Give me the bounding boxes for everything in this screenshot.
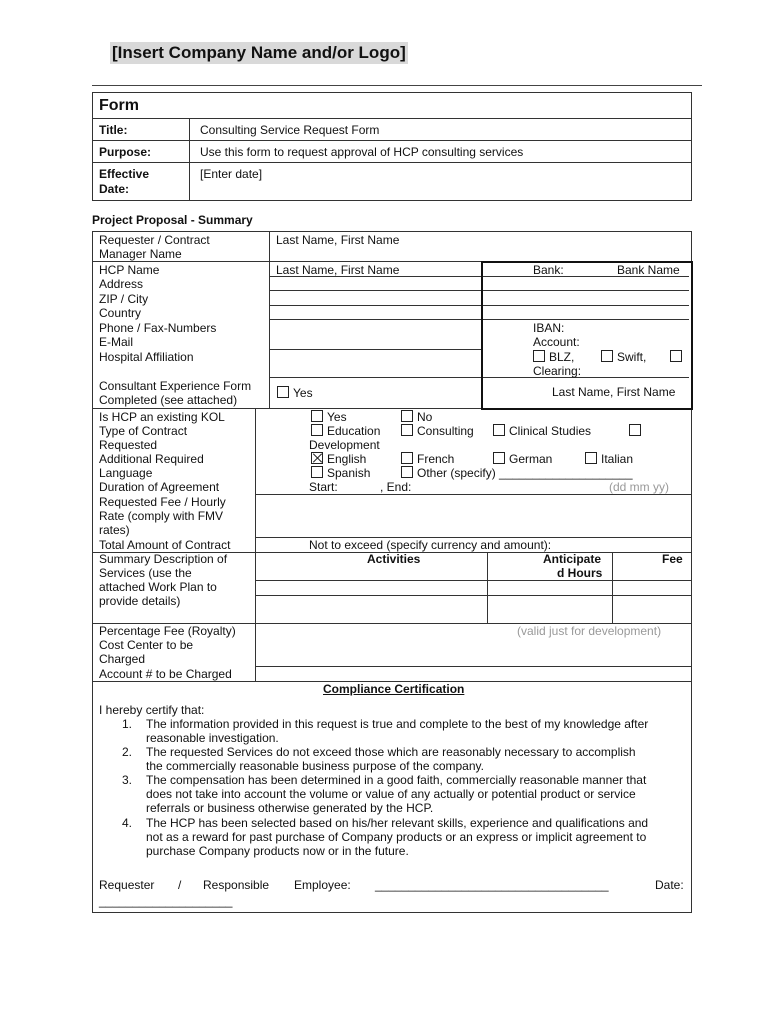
form-heading: Form: [99, 97, 139, 114]
compliance-item-line: The requested Services do not exceed those which are reasonably necessary to accomplish: [146, 745, 636, 759]
col-activities: Activities: [367, 552, 421, 566]
lang-french-checkbox[interactable]: [401, 452, 413, 464]
compliance-item-line: The compensation has been determined in a good faith, commercially reasonable manner that: [146, 773, 647, 787]
fee-label-2: Rate (comply with FMV: [99, 509, 224, 523]
lang-french-option[interactable]: French: [401, 452, 454, 467]
compliance-item-line: The HCP has been selected based on his/her relevant skills, experience and qualifications and: [146, 816, 649, 830]
total-label: Total Amount of Contract: [99, 538, 231, 552]
swift-option[interactable]: Swift,: [601, 350, 646, 365]
blz-option[interactable]: BLZ,: [533, 350, 574, 365]
sig-employee: Employee:: [294, 878, 351, 892]
experience-label-2: Completed (see attached): [99, 393, 238, 407]
effective-date-field[interactable]: [Enter date]: [200, 167, 263, 181]
duration-end[interactable]: , End:: [380, 480, 412, 494]
royalty-label: Percentage Fee (Royalty): [99, 624, 236, 638]
compliance-item-number: 2.: [122, 745, 133, 759]
compliance-title: Compliance Certification: [323, 682, 465, 696]
hospital-label: Hospital Affiliation: [99, 350, 194, 364]
effective-label-1: Effective: [99, 167, 150, 181]
compliance-item-line: does not take into account the volume or value of any actually or potential product or service: [146, 787, 636, 801]
language-label-2: Language: [99, 466, 153, 480]
lang-german-checkbox[interactable]: [493, 452, 505, 464]
col-hours-1: Anticipate: [543, 552, 602, 566]
compliance-item-line: the commercially reasonable business purpose of the company.: [146, 759, 484, 773]
form-header-table: [92, 92, 692, 201]
experience-label-1: Consultant Experience Form: [99, 379, 252, 393]
compliance-item-line: not as a reward for past purchase of Company products or an express or implicit agreement to: [146, 830, 647, 844]
duration-start[interactable]: Start:: [309, 480, 338, 494]
type-education-option[interactable]: Education: [311, 424, 380, 439]
type-education-label-2: Development: [309, 438, 380, 452]
country-label: Country: [99, 306, 142, 320]
swift-checkbox[interactable]: [601, 350, 613, 362]
iban-label: IBAN:: [533, 321, 565, 335]
fee-label-3: rates): [99, 523, 130, 537]
summary-label-2: Services (use the: [99, 566, 192, 580]
kol-no-checkbox[interactable]: [401, 410, 413, 422]
phone-label: Phone / Fax-Numbers: [99, 321, 217, 335]
lang-other-option[interactable]: Other (specify) ____________________: [401, 466, 633, 481]
company-placeholder: [Insert Company Name and/or Logo]: [112, 43, 406, 62]
lang-english-checkbox[interactable]: [311, 452, 323, 464]
sig-slash: /: [178, 878, 182, 892]
kol-yes-option[interactable]: Yes: [311, 410, 347, 425]
lang-italian-option[interactable]: Italian: [585, 452, 633, 467]
compliance-item-number: 3.: [122, 773, 133, 787]
lang-german-option[interactable]: German: [493, 452, 552, 467]
lang-spanish-option[interactable]: Spanish: [311, 466, 370, 481]
cost-center-label-1: Cost Center to be: [99, 638, 194, 652]
duration-label: Duration of Agreement: [99, 480, 220, 494]
lang-italian-checkbox[interactable]: [585, 452, 597, 464]
royalty-hint: (valid just for development): [517, 624, 662, 638]
sig-responsible: Responsible: [203, 878, 270, 892]
requester-label-1: Requester / Contract: [99, 233, 210, 247]
effective-label-2: Date:: [99, 182, 130, 196]
summary-label-4: provide details): [99, 594, 181, 608]
fee-label-1: Requested Fee / Hourly: [99, 495, 226, 509]
account-holder-value[interactable]: Last Name, First Name: [552, 385, 676, 399]
lang-english-option[interactable]: English: [311, 452, 366, 467]
contract-type-label-1: Type of Contract: [99, 424, 188, 438]
compliance-item-number: 4.: [122, 816, 133, 830]
total-value[interactable]: Not to exceed (specify currency and amount):: [309, 538, 552, 552]
bank-label: Bank:: [533, 263, 564, 277]
zip-label: ZIP / City: [99, 292, 149, 306]
title-label: Title:: [99, 123, 128, 137]
account-label: Account:: [533, 335, 580, 349]
compliance-item-line: purchase Company products now or in the future.: [146, 844, 409, 858]
blz-checkbox[interactable]: [533, 350, 545, 362]
type-consulting-checkbox[interactable]: [401, 424, 413, 436]
clearing-checkbox[interactable]: [670, 350, 682, 362]
requester-label-2: Manager Name: [99, 247, 182, 261]
hcp-name-value[interactable]: Last Name, First Name: [276, 263, 400, 277]
type-clinical-checkbox[interactable]: [493, 424, 505, 436]
purpose-label: Purpose:: [99, 145, 152, 159]
type-other-option[interactable]: [629, 424, 645, 439]
experience-yes-option[interactable]: Yes: [277, 386, 313, 401]
col-hours-2: d Hours: [557, 566, 603, 580]
kol-no-option[interactable]: No: [401, 410, 432, 425]
summary-label-3: attached Work Plan to: [99, 580, 217, 594]
contract-type-label-2: Requested: [99, 438, 158, 452]
hcp-name-label: HCP Name: [99, 263, 160, 277]
purpose-value[interactable]: Use this form to request approval of HCP consulting services: [200, 145, 524, 159]
summary-label-1: Summary Description of: [99, 552, 228, 566]
proposal-table: [92, 231, 692, 913]
duration-hint: (dd mm yy): [609, 480, 669, 494]
sig-employee-line[interactable]: ___________________________________: [375, 878, 609, 892]
sig-date-line[interactable]: ____________________: [99, 894, 233, 908]
col-fee: Fee: [662, 552, 683, 566]
type-education-checkbox[interactable]: [311, 424, 323, 436]
kol-label: Is HCP an existing KOL: [99, 410, 225, 424]
lang-other-checkbox[interactable]: [401, 466, 413, 478]
language-label-1: Additional Required: [99, 452, 204, 466]
requester-value[interactable]: Last Name, First Name: [276, 233, 400, 247]
type-consulting-option[interactable]: Consulting: [401, 424, 474, 439]
account-charged-label: Account # to be Charged: [99, 667, 232, 681]
compliance-item-line: reasonable investigation.: [146, 731, 279, 745]
cost-center-label-2: Charged: [99, 652, 146, 666]
compliance-item-line: The information provided in this request is true and complete to the best of my knowledge after: [146, 717, 649, 731]
type-clinical-option[interactable]: Clinical Studies: [493, 424, 591, 439]
compliance-item-line: referrals or business otherwise generated by the HCP.: [146, 801, 434, 815]
email-label: E-Mail: [99, 335, 134, 349]
clearing-label: Clearing:: [533, 364, 582, 378]
sig-date: Date:: [655, 878, 684, 892]
address-label: Address: [99, 277, 144, 291]
section-title: Project Proposal - Summary: [92, 213, 253, 227]
compliance-item-number: 1.: [122, 717, 133, 731]
kol-yes-checkbox[interactable]: [311, 410, 323, 422]
compliance-intro: I hereby certify that:: [99, 703, 205, 717]
sig-requester: Requester: [99, 878, 155, 892]
title-value[interactable]: Consulting Service Request Form: [200, 123, 380, 137]
bank-name-value[interactable]: Bank Name: [617, 263, 680, 277]
header-divider: [92, 85, 702, 86]
clearing-option[interactable]: [670, 350, 686, 365]
lang-spanish-checkbox[interactable]: [311, 466, 323, 478]
experience-yes-checkbox[interactable]: [277, 386, 289, 398]
type-other-checkbox[interactable]: [629, 424, 641, 436]
